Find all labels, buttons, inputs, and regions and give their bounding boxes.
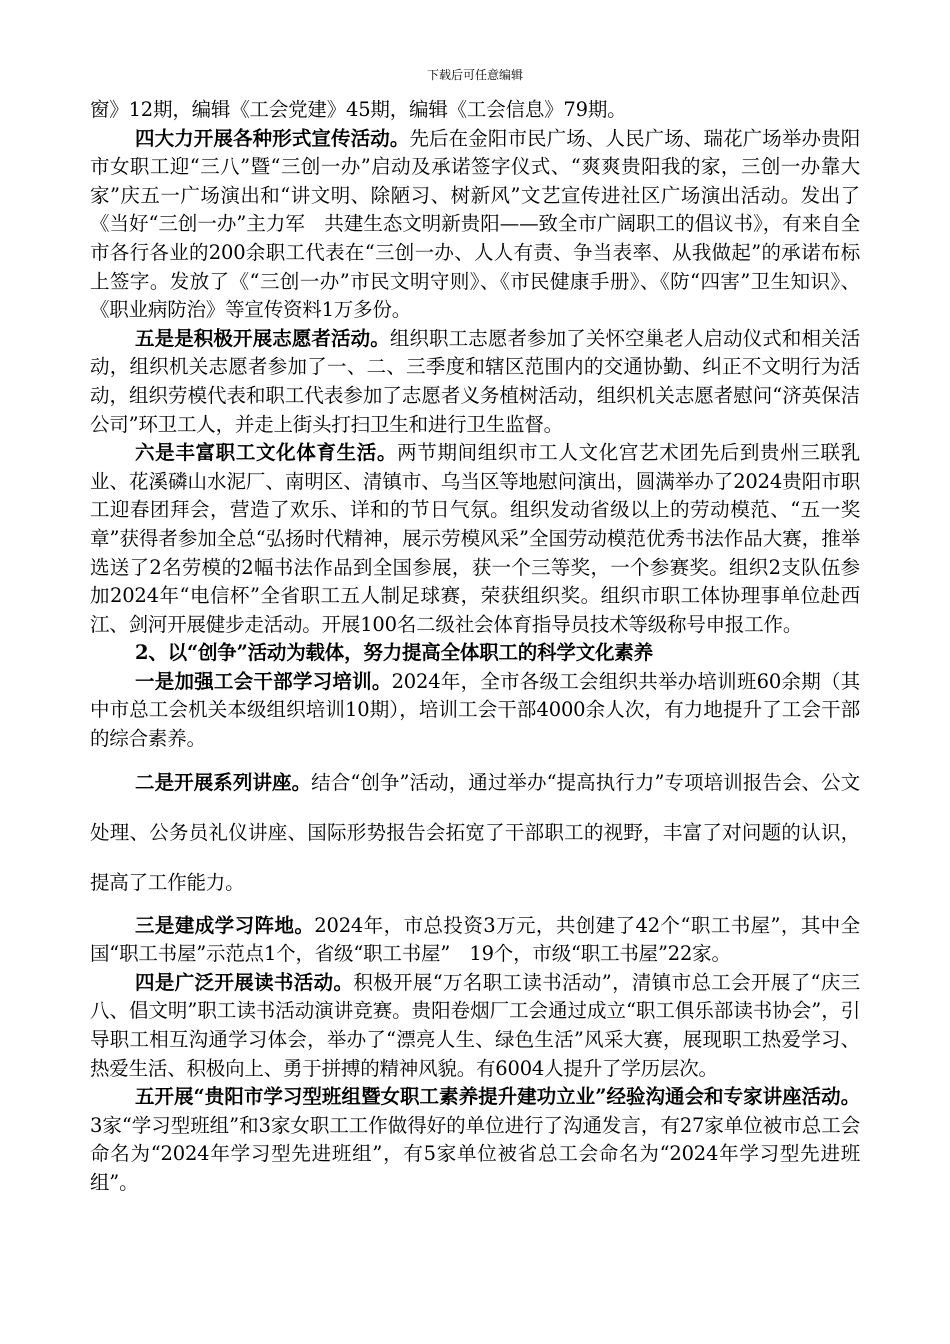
paragraph-3 — [90, 439, 860, 639]
paragraph-text: 3家“学习型班组”和3家女职工工作做得好的单位进行了沟通发言，有27家单位被市总工会命名为“2024年学习型先进班组”，有5家单位被省总工会命名为“2024年学习型先进班组”。 — [90, 1113, 860, 1194]
paragraph-study-base — [90, 912, 860, 969]
paragraph-5 — [90, 668, 860, 754]
paragraph-lead: 二是开展系列讲座。 — [135, 770, 312, 794]
section-heading — [90, 639, 860, 668]
paragraph-1 — [90, 125, 860, 325]
wide-spacing-block — [90, 758, 860, 908]
page-header: 下载后可任意编辑 — [426, 68, 523, 82]
paragraph-lectures — [90, 758, 860, 908]
paragraph-lead: 四是广泛开展读书活动。 — [135, 970, 354, 994]
paragraph-lead: 三是建成学习阵地。 — [135, 913, 315, 937]
paragraph-lead: 五是是积极开展志愿者活动。 — [135, 326, 390, 350]
paragraph-exchange — [90, 1083, 860, 1197]
paragraph-reading — [90, 969, 860, 1083]
paragraph-text: 2024年，全市各级工会组织共举办培训班60余期（其中市总工会机关本级组织培训10期），培训工会干部4000余人次，有力地提升了工会干部的综合素养。 — [90, 669, 860, 751]
paragraph-lead: 六是丰富职工文化体育生活。 — [135, 441, 398, 465]
paragraph-lead: 五开展“贵阳市学习型班组暨女职工素养提升建功立业”经验沟通会和专家讲座活动。 — [135, 1085, 860, 1109]
paragraph-text: 结合“创争”活动，通过举办“提高执行力”专项培训报告会、公文处理、公务员礼仪讲座、国际形势报告会拓宽了干部职工的视野，丰富了对问题的认识，提高了工作能力。 — [90, 770, 860, 894]
paragraph-lead: 四大力开展各种形式宣传活动。 — [135, 126, 410, 150]
paragraph-text: 组织职工志愿者参加了关怀空巢老人启动仪式和相关活动，组织机关志愿者参加了一、二、三季度和辖区范围内的交通协勤、纠正不文明行为活动，组织劳模代表和职工代表参加了志愿者义务植树活动，组织机关志愿者慰问“济英保洁公司”环卫工人，并走上街头打扫卫生和进行卫生监督。 — [90, 326, 861, 436]
paragraph-2 — [90, 325, 860, 439]
paragraph-text: 窗》12期，编辑《工会党建》45期，编辑《工会信息》79期。 — [90, 98, 627, 121]
paragraph-lead: 一是加强工会干部学习培训。 — [135, 669, 392, 693]
paragraph-0 — [90, 96, 860, 125]
section-heading-text: 2、以“创争”活动为载体，努力提高全体职工的科学文化素养 — [135, 641, 653, 665]
paragraph-text: 先后在金阳市民广场、人民广场、瑞花广场举办贵阳市女职工迎“三八”暨“三创一办”启动及承诺签字仪式、“爽爽贵阳我的家，三创一办靠大家”庆五一广场演出和“讲文明、除陋习、树新风”文艺宣传进社区广场演出活动。发出了《当好“三创一办”主力军 共建生态文明新贵阳——致全市广阔职工的倡议书》，有来自全市各行各业的200余职工代表在“三创一办、人人有责、争当表率、从我做起”的承诺布标上签字。发放了《“三创一办”市民文明守则》、《市民健康手册》、《防“四害”卫生知识》、《职业病防治》等宣传资料1万多份。 — [90, 126, 860, 322]
paragraph-text: 2024年，市总投资3万元，共创建了42个“职工书屋”，其中全国“职工书屋”示范点1个，省级“职工书屋” 19个，市级“职工书屋”22家。 — [90, 913, 860, 966]
paragraph-text: 两节期间组织市工人文化宫艺术团先后到贵州三联乳业、花溪磷山水泥厂、南明区、清镇市、乌当区等地慰问演出，圆满举办了2024贵阳市职工迎春团拜会，营造了欢乐、详和的节日气氛。组织发动省级以上的劳动模范、“五一奖章”获得者参加全总“弘扬时代精神，展示劳模风采”全国劳动模范优秀书法作品大赛，推举选送了2名劳模的2幅书法作品到全国参展，获一个三等奖，一个参赛奖。组织2支队伍参加2024年“电信杯”全省职工五人制足球赛，荣获组织奖。组织市职工体协理事单位赴西江、剑河开展健步走活动。开展100名二级社会体育指导员技术等级称号申报工作。 — [90, 441, 861, 636]
document-body — [90, 96, 860, 1198]
paragraph-text: 积极开展“万名职工读书活动”，清镇市总工会开展了“庆三八、倡文明”职工读书活动演讲竞赛。贵阳卷烟厂工会通过成立“职工俱乐部读书协会”，引导职工相互沟通学习体会，举办了“漂亮人生、绿色生活”风采大赛，展现职工热爱学习、热爱生活、积极向上、勇于拼搏的精神风貌。有6004人提升了学历层次。 — [90, 970, 860, 1080]
